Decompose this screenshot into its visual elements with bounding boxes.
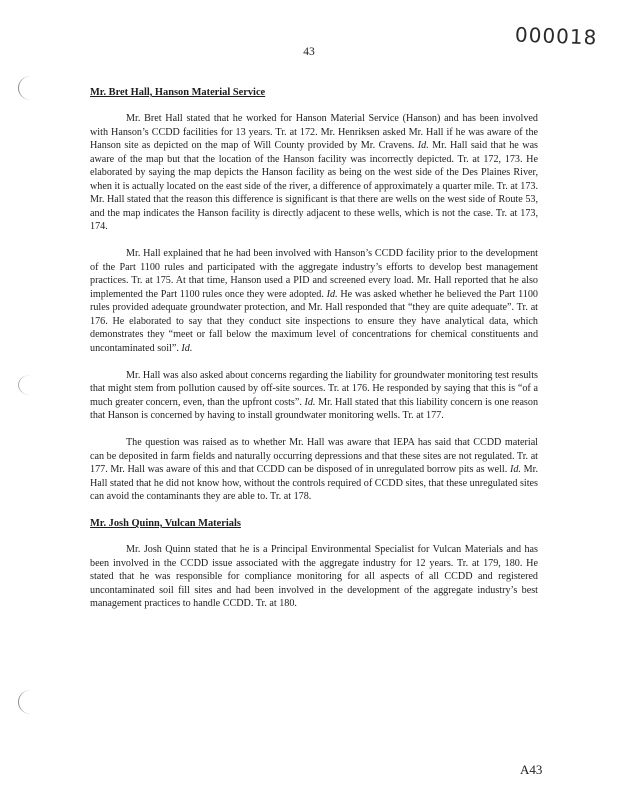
paragraph	[90, 112, 538, 234]
section-heading: Mr. Josh Quinn, Vulcan Materials	[90, 518, 241, 530]
paragraph-text: Mr. Hall explained that he had been involved with Hanson’s CCDD facility prior to the development of the Part 1100 rules and participated with the aggregate industry’s efforts to develop best management practices. Tr. at 175. At that time, Hanson used a PID and screened every load. Mr. Hall reported that he also implemented the Part 1100 rules once they were adopted.	[90, 248, 538, 300]
paragraph-text: He was asked whether he believed the Part 1100 rules provided adequate groundwater protection, and Mr. Hall responded that “they are quite adequate”. Tr. at 176. He elaborated to say that they conduct site inspections to ensure they have analytical data, which demonstrates they “meet or fall below the maximum level of concentrations for chemical constituents and uncontaminated soil”.	[90, 288, 538, 354]
bates-stamp: 000018	[514, 22, 598, 50]
citation-id: Id.	[181, 342, 193, 354]
paragraph-text: Mr. Bret Hall stated that he worked for Hanson Material Service (Hanson) and has been involved with Hanson’s CCDD facilities for 13 years. Tr. at 172. Mr. Henriksen asked Mr. Hall if he was aware of the Hanson site as depicted on the map of Will County provided by Mr. Cravens.	[90, 113, 538, 152]
paragraph-text: The question was raised as to whether Mr. Hall was aware that IEPA has said that CCDD material can be deposited in farm fields and naturally occurring depressions and that these sites are not regulated. Tr. at 177. Mr. Hall was aware of this and that CCDD can be disposed of in unregulated borrow pits as well.	[90, 437, 538, 476]
paragraph-text: Mr. Hall stated that this liability concern is one reason that Hanson is concerned by having to install groundwater monitoring wells. Tr. at 177.	[90, 396, 539, 422]
paragraph-text: Mr. Hall was also asked about concerns regarding the liability for groundwater monitoring test results that might stem from pollution caused by off-site sources. Tr. at 176. He responded by saying that this is “of a much greater concern, even, than the upfront costs”.	[90, 369, 538, 408]
paragraph	[90, 369, 538, 423]
section	[90, 86, 538, 504]
section-heading: Mr. Bret Hall, Hanson Material Service	[90, 87, 266, 98]
paragraph-text: Mr. Hall stated that he did not know how, without the controls required of CCDD sites, that these unregulated sites can avoid the contaminants they are able to. Tr. at 178.	[90, 464, 538, 503]
paragraph	[90, 436, 538, 504]
citation-id: Id.	[326, 288, 338, 300]
footer-page-code: A43	[520, 762, 543, 777]
punch-hole-mark	[18, 76, 43, 100]
punch-hole-mark	[18, 690, 43, 714]
paragraph	[90, 543, 538, 611]
citation-id: Id.	[417, 140, 429, 152]
paragraph	[90, 247, 538, 355]
section	[90, 517, 538, 611]
citation-id: Id.	[509, 464, 521, 476]
page-number: 43	[303, 46, 315, 58]
punch-hole-mark	[18, 375, 43, 395]
document-body	[90, 86, 538, 624]
paragraph-text: Mr. Hall said that he was aware of the map but that the location of the Hanson facility was incorrectly depicted. Tr. at 172, 173. He elaborated by saying the map depicts the Hanson facility as being on the west side of the Des Plaines River, when it is actually located on the east side of the river, a difference of approximately a quarter mile. Tr. at 173. Mr. Hall stated that the reason this difference is significant is that there are wells on the west side of Route 53, and the map indicates the Hanson facility is directly adjacent to these wells, which is not the case. Tr. at 173, 174.	[90, 140, 538, 233]
citation-id: Id.	[304, 396, 316, 408]
paragraph-text: Mr. Josh Quinn stated that he is a Principal Environmental Specialist for Vulcan Materials and has been involved in the CCDD issue associated with the aggregate industry for 12 years. Tr. at 179, 180. He stated that he was responsible for compliance monitoring for all aspects of all CCDD and registered uncontaminated soil fill sites and had been involved in the development of the aggregate industry’s best management practices to handle CCDD. Tr. at 180.	[90, 544, 538, 610]
